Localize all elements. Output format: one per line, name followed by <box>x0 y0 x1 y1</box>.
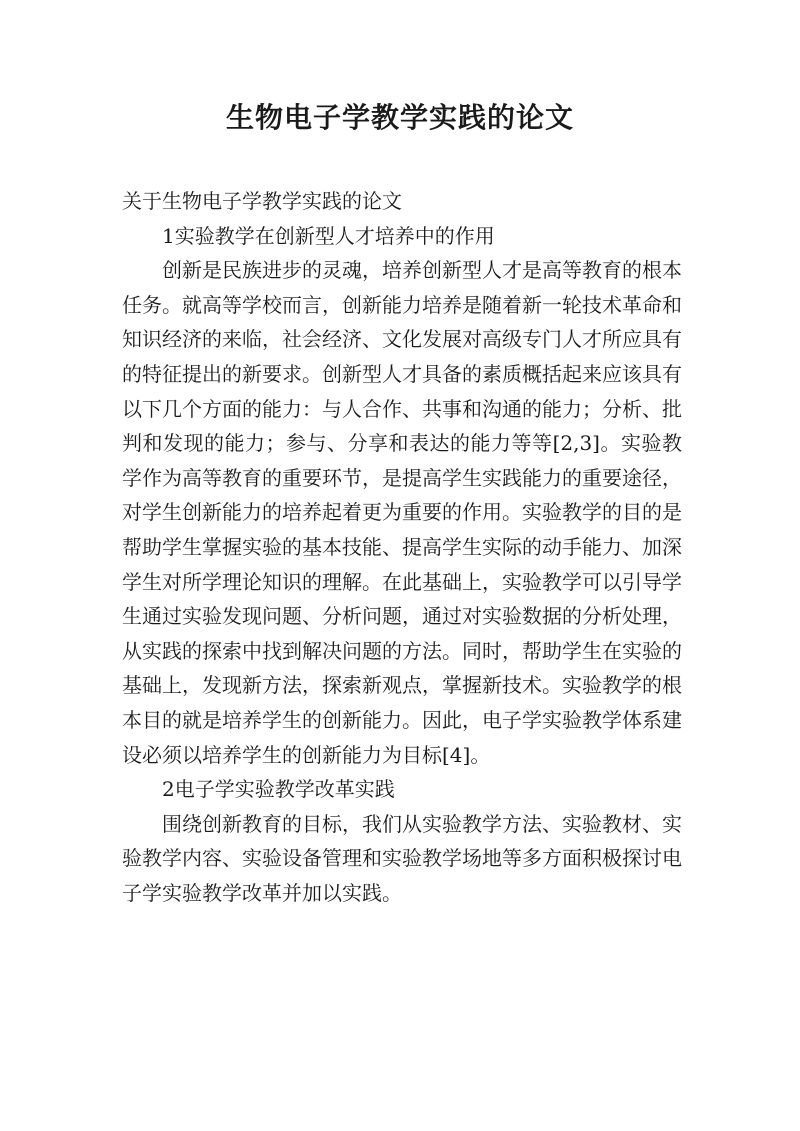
body-paragraph: 创新是民族进步的灵魂，培养创新型人才是高等教育的根本任务。就高等学校而言，创新能力培养是随着新一轮技术革命和知识经济的来临，社会经济、文化发展对高级专门人才所应具有的特征提出的新要求。创新型人才具备的素质概括起来应该具有以下几个方面的能力：与人合作、共事和沟通的能力；分析、批判和发现的能力；参与、分享和表达的能力等等[2,3]。实验教学作为高等教育的重要环节，是提高学生实践能力的重要途径，对学生创新能力的培养起着更为重要的作用。实验教学的目的是帮助学生掌握实验的基本技能、提高学生实际的动手能力、加深学生对所学理论知识的理解。在此基础上，实验教学可以引导学生通过实验发现问题、分析问题，通过对实验数据的分析处理，从实践的探索中找到解决问题的方法。同时，帮助学生在实验的基础上，发现新方法，探索新观点，掌握新技术。实验教学的根本目的就是培养学生的创新能力。因此，电子学实验教学体系建设必须以培养学生的创新能力为目标[4]。 <box>122 258 682 767</box>
document-body <box>122 184 682 910</box>
section-heading-1: 1实验教学在创新型人才培养中的作用 <box>162 223 495 248</box>
section-heading-2: 2电子学实验教学改革实践 <box>162 777 395 802</box>
intro-line: 关于生物电子学教学实践的论文 <box>122 189 402 213</box>
document-title: 生物电子学教学实践的论文 <box>225 101 574 134</box>
body-paragraph: 围绕创新教育的目标，我们从实验教学方法、实验教材、实验教学内容、实验设备管理和实验教学场地等多方面积极探讨电子学实验教学改革并加以实践。 <box>122 811 682 905</box>
